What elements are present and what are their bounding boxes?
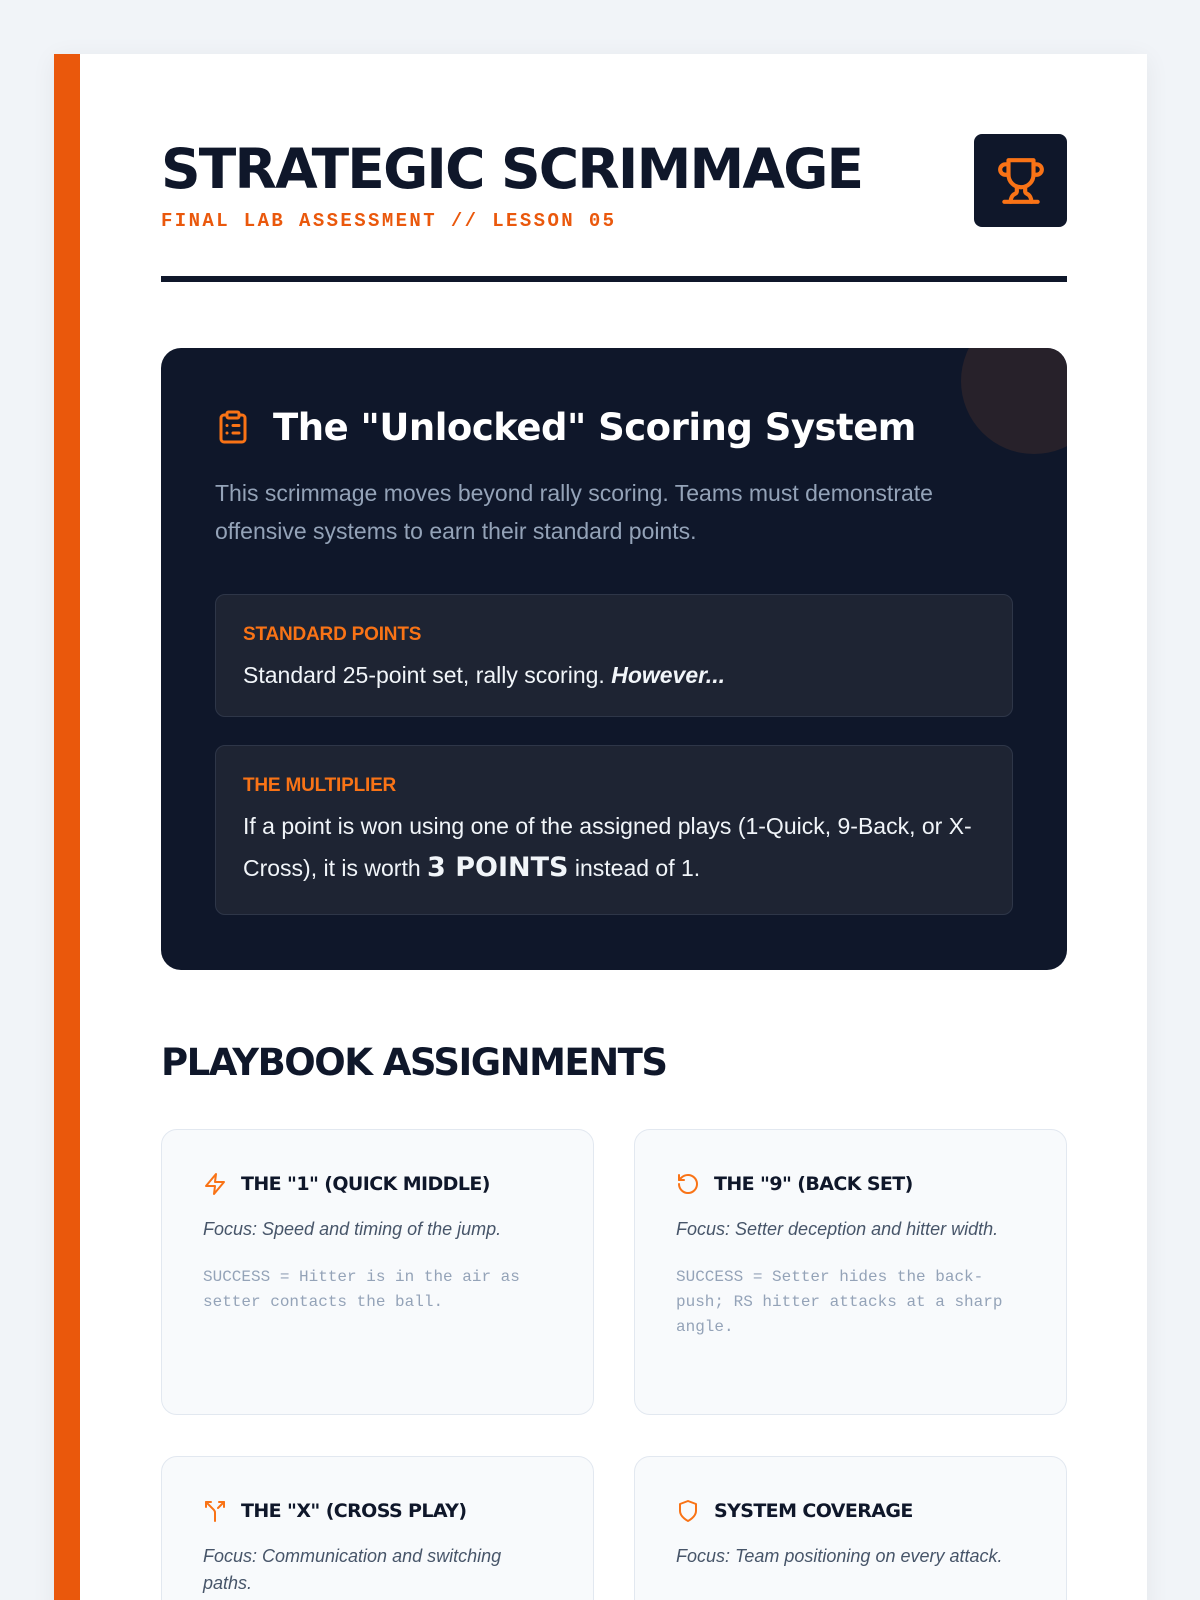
page-header: [161, 54, 1067, 282]
multiplier-tail: instead of 1.: [574, 855, 701, 881]
play-title: THE "X" (CROSS PLAY): [241, 1500, 467, 1522]
play-title: SYSTEM COVERAGE: [714, 1500, 913, 1522]
multiplier-highlight: 3 POINTS: [427, 852, 569, 883]
multiplier-box: [215, 745, 1013, 915]
scoring-title-row: [215, 402, 1013, 452]
document-page: [54, 54, 1147, 1600]
shield-icon: [676, 1498, 700, 1524]
scoring-system-card: [161, 348, 1067, 970]
split-arrows-icon: [203, 1498, 227, 1524]
standard-points-emphasis: However...: [611, 662, 725, 688]
page-title: STRATEGIC SCRIMMAGE: [161, 137, 863, 201]
play-card-header: [203, 1497, 552, 1525]
trophy-icon: [996, 156, 1046, 206]
clipboard-icon: [215, 407, 251, 447]
multiplier-body: If a point is won using one of the assigned plays (1-Quick, 9-Back, or X-Cross), it is worth: [243, 813, 972, 881]
trophy-badge: [974, 134, 1067, 227]
play-card-quick-middle: [161, 1129, 594, 1415]
content: [161, 54, 1067, 1600]
multiplier-label: THE MULTIPLIER: [243, 775, 397, 796]
play-focus: Focus: Speed and timing of the jump.: [203, 1219, 502, 1239]
play-card-system-coverage: [634, 1456, 1067, 1600]
play-card-back-set: [634, 1129, 1067, 1415]
play-card-cross-play: [161, 1456, 594, 1600]
play-title: THE "1" (QUICK MIDDLE): [241, 1173, 490, 1195]
multiplier-text: [243, 806, 985, 889]
play-card-header: [676, 1170, 1025, 1198]
scoring-title: The "Unlocked" Scoring System: [273, 405, 916, 449]
lightning-icon: [203, 1171, 227, 1197]
rotate-icon: [676, 1171, 700, 1197]
page-subtitle: FINAL LAB ASSESSMENT // LESSON 05: [161, 210, 617, 232]
standard-points-body: Standard 25-point set, rally scoring.: [243, 662, 605, 688]
play-title: THE "9" (BACK SET): [714, 1173, 913, 1195]
playbook-title: PLAYBOOK ASSIGNMENTS: [161, 1041, 667, 1084]
playbook-grid: [161, 1129, 1067, 1600]
play-success: SUCCESS = Hitter is in the air as setter contacts the ball.: [203, 1268, 520, 1311]
play-focus: Focus: Communication and switching paths.: [203, 1546, 502, 1593]
standard-points-label: STANDARD POINTS: [243, 624, 422, 645]
standard-points-box: [215, 594, 1013, 717]
scoring-intro: This scrimmage moves beyond rally scoring. Teams must demonstrate offensive systems to earn their standard points.: [215, 480, 933, 544]
play-focus: Focus: Team positioning on every attack.: [676, 1546, 1003, 1566]
play-card-header: [676, 1497, 1025, 1525]
play-focus: Focus: Setter deception and hitter width.: [676, 1219, 999, 1239]
accent-bar: [54, 54, 80, 1600]
play-card-header: [203, 1170, 552, 1198]
play-success: SUCCESS = Setter hides the back-push; RS hitter attacks at a sharp angle.: [676, 1268, 1003, 1336]
standard-points-text: [243, 655, 985, 696]
